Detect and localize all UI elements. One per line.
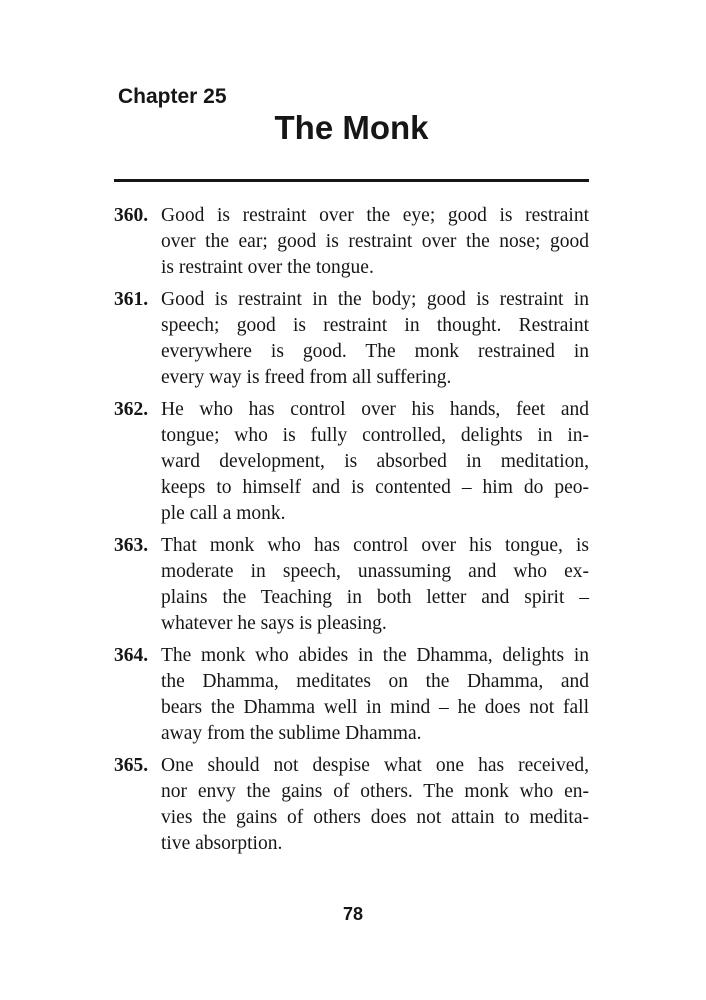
verse-line: is restraint over the tongue. — [161, 257, 374, 278]
page-number: 78 — [342, 904, 364, 924]
verse-line: moderate in speech, unassuming and who ex- — [161, 561, 589, 582]
verse-line: tongue; who is fully controlled, delights in in- — [161, 425, 589, 446]
verse-line: away from the sublime Dhamma. — [161, 723, 422, 744]
verse-line: whatever he says is pleasing. — [161, 613, 387, 634]
verse-number: 363. — [114, 535, 149, 556]
verse-number: 360. — [114, 205, 149, 226]
verse-number: 365. — [114, 755, 149, 776]
page-footer — [0, 901, 706, 927]
verse-line: vies the gains of others does not attain to medita- — [161, 807, 589, 828]
verse — [114, 203, 589, 281]
verse-line: keeps to himself and is contented – him do peo- — [161, 477, 589, 498]
verse-line: One should not despise what one has received, — [161, 755, 589, 776]
verse-line: Good is restraint in the body; good is restraint in — [161, 289, 589, 310]
verse-line: bears the Dhamma well in mind – he does not fall — [161, 697, 589, 718]
verse-line: everywhere is good. The monk restrained in — [161, 341, 589, 362]
verse-line: nor envy the gains of others. The monk who en- — [161, 781, 589, 802]
verse-text — [161, 203, 589, 281]
verse-number: 364. — [114, 645, 149, 666]
verse-line: every way is freed from all suffering. — [161, 367, 452, 388]
verse — [114, 753, 589, 857]
verse — [114, 397, 589, 527]
verse-number: 362. — [114, 399, 149, 420]
verse-line: the Dhamma, meditates on the Dhamma, and — [161, 671, 589, 692]
verse-line: plains the Teaching in both letter and spirit – — [161, 587, 589, 608]
verse-text — [161, 533, 589, 637]
verse-line: over the ear; good is restraint over the nose; good — [161, 231, 589, 252]
verse-line: ple call a monk. — [161, 503, 286, 524]
verse-line: Good is restraint over the eye; good is restraint — [161, 205, 589, 226]
verse-line: tive absorption. — [161, 833, 283, 854]
verse-line: The monk who abides in the Dhamma, delights in — [161, 645, 589, 666]
chapter-label: Chapter 25 — [118, 85, 227, 108]
verse-text — [161, 643, 589, 747]
verse-text — [161, 397, 589, 527]
chapter-title: The Monk — [274, 109, 429, 146]
verse-text — [161, 287, 589, 391]
verse-number: 361. — [114, 289, 149, 310]
verse-line: He who has control over his hands, feet and — [161, 399, 589, 420]
verse-line: speech; good is restraint in thought. Restraint — [161, 315, 589, 336]
verse-line: ward development, is absorbed in meditation, — [161, 451, 589, 472]
verse — [114, 287, 589, 391]
divider-rule — [114, 179, 589, 182]
verse — [114, 533, 589, 637]
verse-list — [114, 203, 589, 857]
verse-text — [161, 753, 589, 857]
verse — [114, 643, 589, 747]
verse-line: That monk who has control over his tongue, is — [161, 535, 589, 556]
